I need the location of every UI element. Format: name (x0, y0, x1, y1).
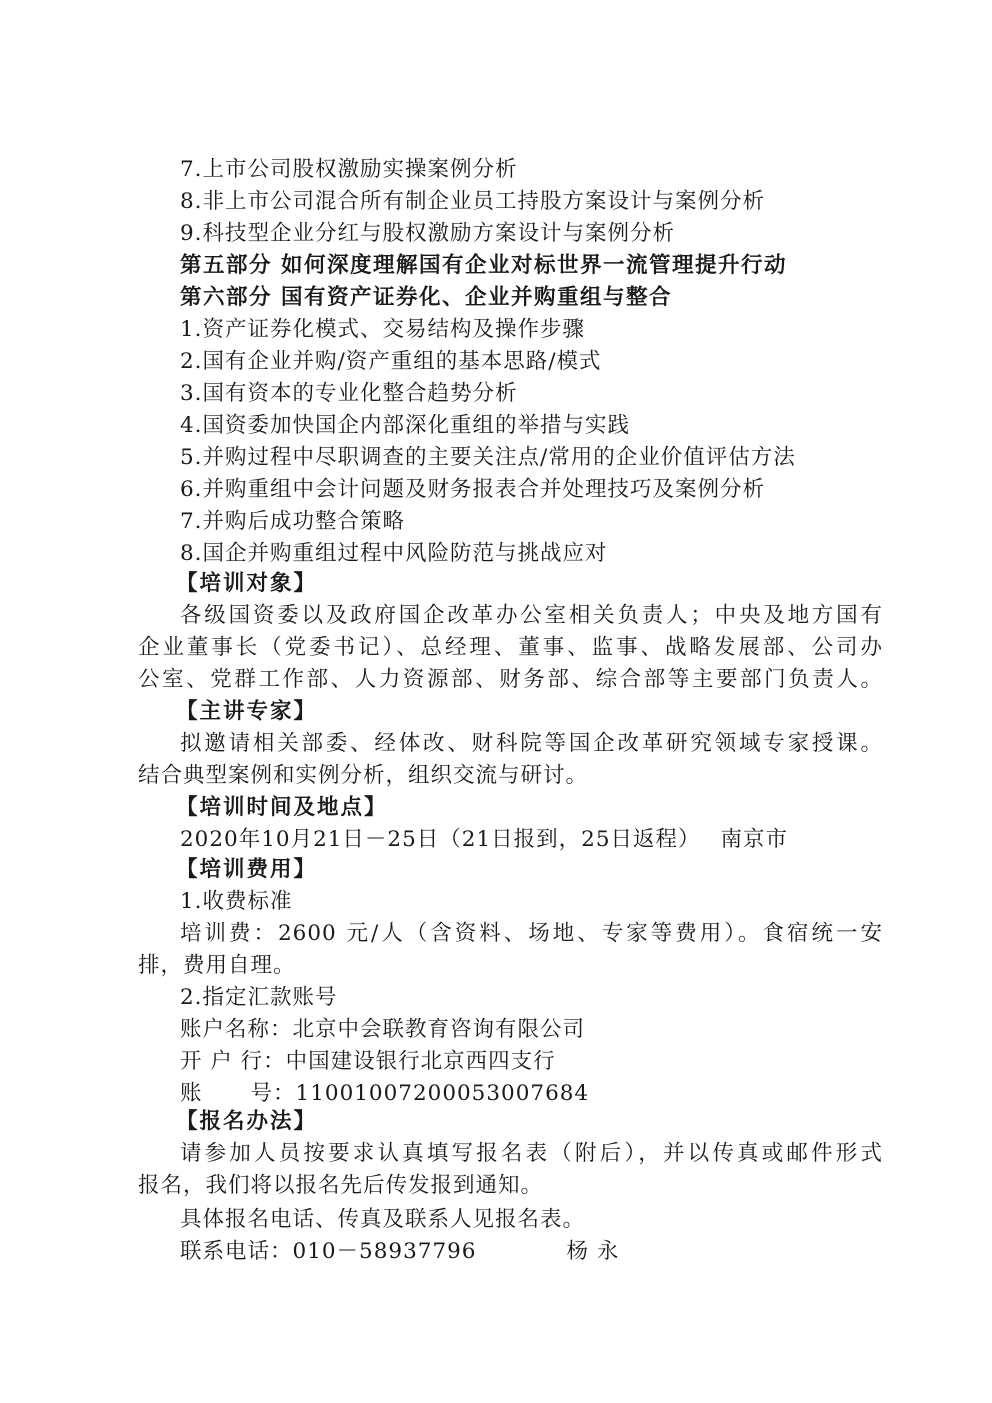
list-item: 1.资产证券化模式、交易结构及操作步骤 (180, 317, 586, 342)
phone-number: 010－58937796 (292, 1239, 477, 1264)
list-item: 7.并购后成功整合策略 (180, 509, 406, 534)
list-item: 9.科技型企业分红与股权激励方案设计与案例分析 (180, 221, 676, 246)
list-item: 8.非上市公司混合所有制企业员工持股方案设计与案例分析 (180, 189, 766, 214)
heading-experts: 【主讲专家】 (176, 699, 318, 724)
list-item: 4.国资委加快国企内部深化重组的举措与实践 (180, 413, 631, 438)
paragraph-line: 拟邀请相关部委、经体改、财科院等国企改革研究领域专家授课。 (180, 731, 883, 756)
heading-register: 【报名办法】 (176, 1109, 318, 1134)
paragraph-line: 企业董事长（党委书记）、总经理、董事、监事、战略发展部、公司办 (138, 635, 883, 660)
paragraph-line: 培训费：2600 元/人（含资料、场地、专家等费用）。食宿统一安 (180, 921, 883, 946)
account-number-colon: 号： (250, 1081, 296, 1106)
account-number-label: 账 (180, 1081, 203, 1106)
paragraph-line: 各级国资委以及政府国企改革办公室相关负责人；中央及地方国有 (180, 603, 883, 628)
training-date: 2020年10月21日－25日（21日报到，25日返程） (180, 827, 701, 852)
bank-line (180, 1046, 883, 1078)
list-item: 8.国企并购重组过程中风险防范与挑战应对 (180, 541, 608, 566)
bank-label: 开 户 行： (180, 1049, 286, 1074)
bank-name: 中国建设银行北京西四支行 (285, 1049, 556, 1074)
contact-person: 杨 永 (566, 1239, 620, 1264)
paragraph-line: 具体报名电话、传真及联系人见报名表。 (180, 1207, 586, 1232)
subheading: 1.收费标准 (180, 889, 293, 914)
paragraph-line: 结合典型案例和实例分析，组织交流与研讨。 (138, 763, 589, 788)
paragraph-line: 排，费用自理。 (138, 953, 296, 978)
paragraph-line: 公室、党群工作部、人力资源部、财务部、综合部等主要部门负责人。 (138, 667, 883, 692)
list-item: 7.上市公司股权激励实操案例分析 (180, 157, 518, 182)
paragraph-line: 请参加人员按要求认真填写报名表（附后），并以传真或邮件形式 (180, 1141, 883, 1166)
time-place-line (180, 824, 883, 856)
paragraph-line: 报名，我们将以报名先后传发报到通知。 (138, 1173, 544, 1198)
heading-target: 【培训对象】 (176, 571, 318, 596)
account-name: 账户名称：北京中会联教育咨询有限公司 (180, 1017, 586, 1042)
list-item: 3.国有资本的专业化整合趋势分析 (180, 381, 518, 406)
section-title-part5: 第五部分 如何深度理解国有企业对标世界一流管理提升行动 (180, 253, 787, 278)
list-item: 5.并购过程中尽职调查的主要关注点/常用的企业价值评估方法 (180, 445, 796, 470)
list-item: 2.国有企业并购/资产重组的基本思路/模式 (180, 349, 602, 374)
heading-time-place: 【培训时间及地点】 (176, 795, 388, 820)
contact-line (180, 1236, 883, 1268)
training-city: 南京市 (720, 827, 789, 852)
subheading: 2.指定汇款账号 (180, 985, 338, 1010)
list-item: 6.并购重组中会计问题及财务报表合并处理技巧及案例分析 (180, 477, 766, 502)
phone-label: 联系电话： (180, 1239, 293, 1264)
section-title-part6: 第六部分 国有资产证券化、企业并购重组与整合 (180, 285, 672, 310)
account-number: 11001007200053007684 (295, 1081, 590, 1106)
heading-fees: 【培训费用】 (176, 857, 318, 882)
